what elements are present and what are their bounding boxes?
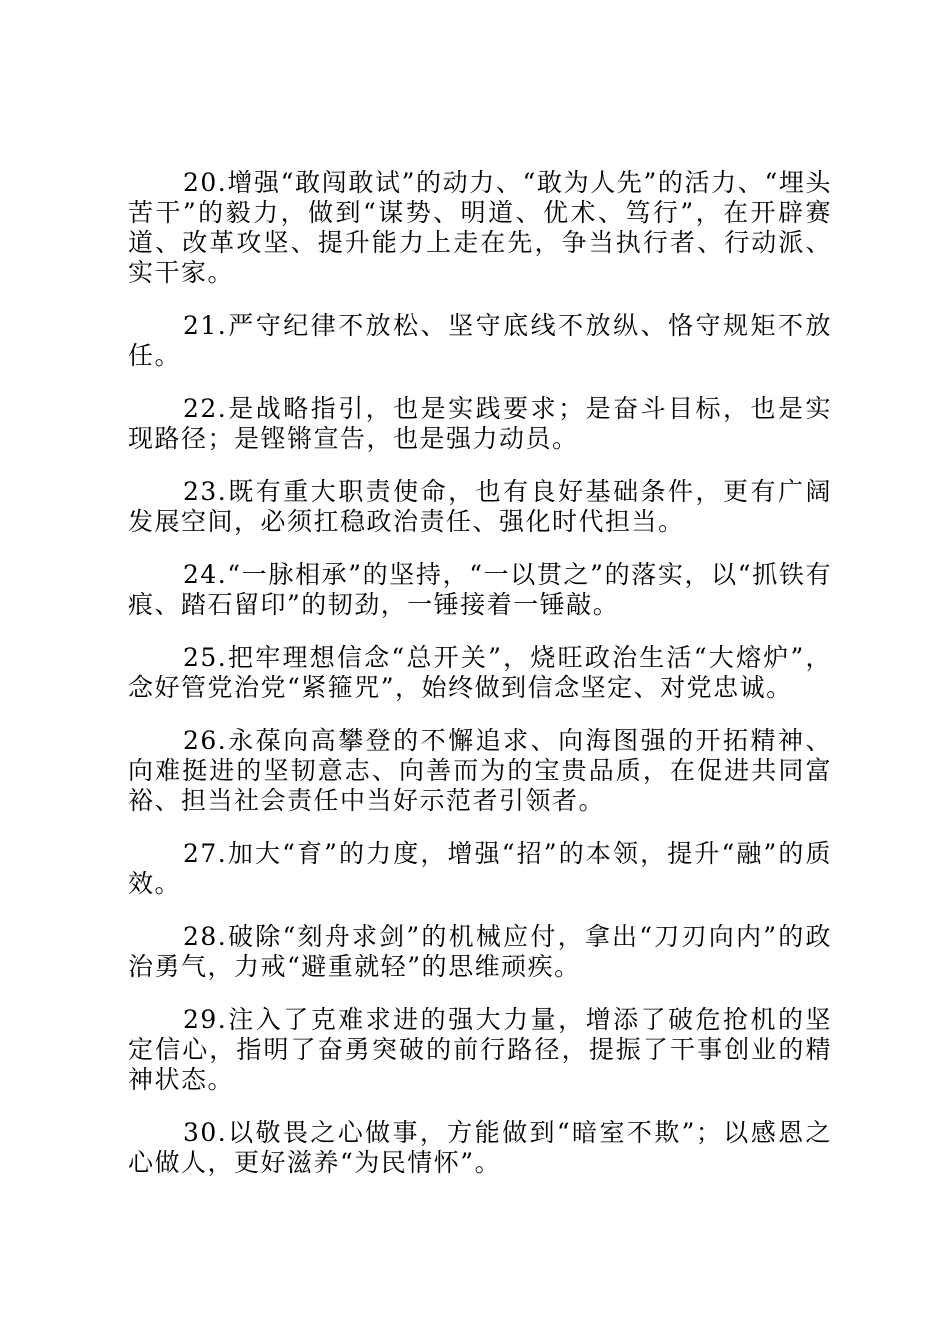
paragraph-28: 28.破除“刻舟求剑”的机械应付，拿出“刀刃向内”的政治勇气，力戒“避重就轻”的思维顽疾。 [128, 922, 832, 981]
paragraph-22: 22.是战略指引，也是实践要求；是奋斗目标，也是实现路径；是铿锵宣告，也是强力动员。 [128, 394, 832, 453]
paragraph-27: 27.加大“育”的力度，增强“招”的本领，提升“融”的质效。 [128, 839, 832, 898]
document-body [128, 168, 832, 1201]
paragraph-30: 30.以敬畏之心做事，方能做到“暗室不欺”；以感恩之心做人，更好滋养“为民情怀”。 [128, 1118, 832, 1177]
paragraph-24: 24.“一脉相承”的坚持，“一以贯之”的落实，以“抓铁有痕、踏石留印”的韧劲，一锤接着一锤敲。 [128, 560, 832, 619]
paragraph-26: 26.永葆向高攀登的不懈追求、向海图强的开拓精神、向难挺进的坚韧意志、向善而为的宝贵品质，在促进共同富裕、担当社会责任中当好示范者引领者。 [128, 726, 832, 815]
paragraph-29: 29.注入了克难求进的强大力量，增添了破危抢机的坚定信心，指明了奋勇突破的前行路径，提振了干事创业的精神状态。 [128, 1005, 832, 1094]
paragraph-21: 21.严守纪律不放松、坚守底线不放纵、恪守规矩不放任。 [128, 311, 832, 370]
paragraph-20: 20.增强“敢闯敢试”的动力、“敢为人先”的活力、“埋头苦干”的毅力，做到“谋势、明道、优术、笃行”，在开辟赛道、改革攻坚、提升能力上走在先，争当执行者、行动派、实干家。 [128, 168, 832, 287]
paragraph-23: 23.既有重大职责使命，也有良好基础条件，更有广阔发展空间，必须扛稳政治责任、强化时代担当。 [128, 477, 832, 536]
paragraph-25: 25.把牢理想信念“总开关”，烧旺政治生活“大熔炉”，念好管党治党“紧箍咒”，始终做到信念坚定、对党忠诚。 [128, 643, 832, 702]
